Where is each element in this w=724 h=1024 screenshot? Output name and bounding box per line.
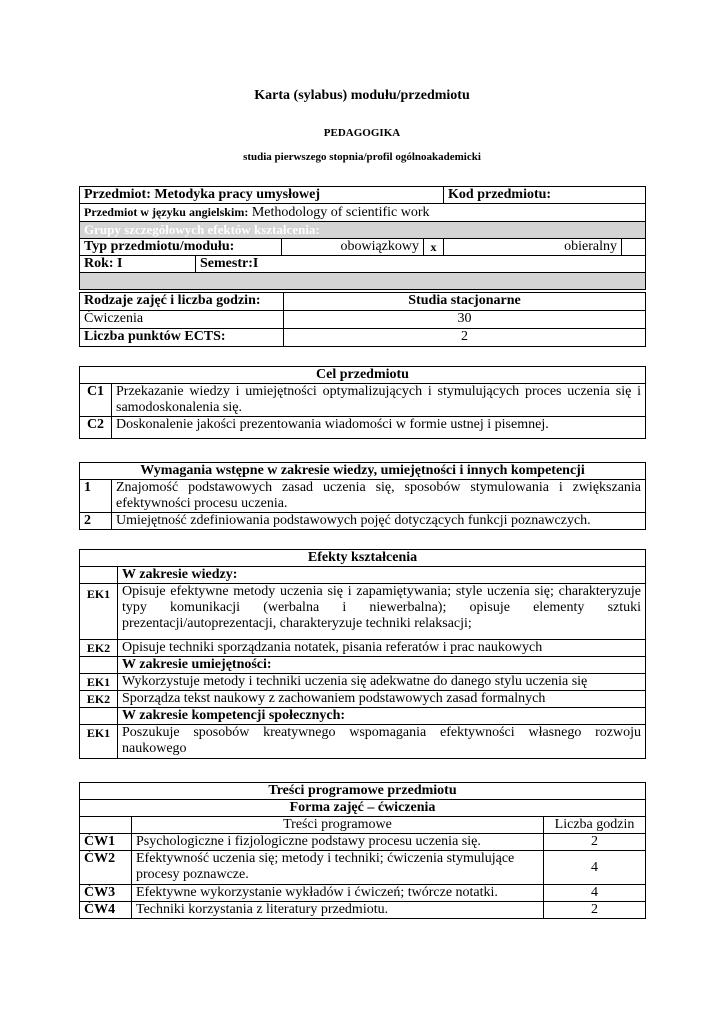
content-hours: 2 <box>544 834 646 851</box>
type-elective: obieralny <box>444 239 622 256</box>
knowledge-header: W zakresie wiedzy: <box>118 567 646 584</box>
year: Rok: I <box>80 256 196 273</box>
ects-value: 2 <box>284 329 646 347</box>
type-mark: x <box>424 239 444 256</box>
content-hours: 4 <box>544 885 646 902</box>
hours-column-header: Liczba godzin <box>544 817 646 834</box>
content-hours: 4 <box>544 851 646 885</box>
spacer-row <box>80 273 646 290</box>
requirement-text: Umiejętność zdefiniowania podstawowych pojęć dotyczących funkcji poznawczych. <box>112 513 646 530</box>
study-mode: Studia stacjonarne <box>284 293 646 311</box>
outcome-code: EK1 <box>80 674 118 691</box>
content-hours: 2 <box>544 902 646 919</box>
study-level: studia pierwszego stopnia/profil ogólnoakademicki <box>243 151 481 163</box>
class-form: Forma zajęć – ćwiczenia <box>80 800 646 817</box>
requirement-code: 1 <box>80 480 112 513</box>
english-name-row <box>80 204 646 222</box>
outcome-code: EK1 <box>80 584 118 640</box>
outcome-text: Wykorzystuje metody i techniki uczenia się adekwatne do danego stylu uczenia się <box>118 674 646 691</box>
content-code: ĆW3 <box>80 885 132 902</box>
skills-header: W zakresie umiejętności: <box>118 657 646 674</box>
blank-cell <box>80 708 118 725</box>
outcomes-header: Efekty kształcenia <box>80 550 646 567</box>
content-code: ĆW1 <box>80 834 132 851</box>
content-header: Treści programowe przedmiotu <box>80 783 646 800</box>
requirement-text: Znajomość podstawowych zasad uczenia się, sposobów stymulowania i zwiększania efektywności procesu uczenia. <box>112 480 646 513</box>
outcomes-table <box>79 549 646 759</box>
content-code: ĆW4 <box>80 902 132 919</box>
semester: Semestr:I <box>196 256 646 273</box>
goal-code: C1 <box>80 384 112 417</box>
content-table <box>79 782 646 919</box>
content-text: Efektywność uczenia się; metody i techniki; ćwiczenia stymulujące procesy poznawcze. <box>132 851 544 885</box>
exercises-hours: 30 <box>284 311 646 329</box>
classes-label: Rodzaje zajęć i liczba godzin: <box>80 293 284 311</box>
hours-table <box>79 292 646 347</box>
document-title: Karta (sylabus) modułu/przedmiotu <box>254 88 470 103</box>
type-mandatory: obowiązkowy <box>282 239 424 256</box>
type-label: Typ przedmiotu/modułu: <box>80 239 282 256</box>
outcome-code: EK2 <box>80 640 118 657</box>
subject-name: Przedmiot: Metodyka pracy umysłowej <box>80 187 444 204</box>
goal-text: Doskonalenie jakości prezentowania wiadomości w formie ustnej i pisemnej. <box>112 417 646 439</box>
goal-code: C2 <box>80 417 112 439</box>
exercises-label: Ćwiczenia <box>80 311 284 329</box>
ects-label: Liczba punktów ECTS: <box>80 329 284 347</box>
goals-table <box>79 366 646 439</box>
requirements-header: Wymagania wstępne w zakresie wiedzy, umiejętności i innych kompetencji <box>80 463 646 480</box>
content-text: Psychologiczne i fizjologiczne podstawy procesu uczenia się. <box>132 834 544 851</box>
outcome-text: Poszukuje sposobów kreatywnego wspomagania efektywności własnego rozwoju naukowego <box>118 725 646 759</box>
blank-cell <box>80 817 132 834</box>
content-code: ĆW2 <box>80 851 132 885</box>
requirement-code: 2 <box>80 513 112 530</box>
blank-cell <box>80 567 118 584</box>
subject-info-table <box>79 186 646 290</box>
blank-cell <box>80 657 118 674</box>
type-elective-mark <box>622 239 646 256</box>
content-text: Techniki korzystania z literatury przedmiotu. <box>132 902 544 919</box>
content-text: Efektywne wykorzystanie wykładów i ćwiczeń; twórcze notatki. <box>132 885 544 902</box>
outcome-code: EK1 <box>80 725 118 759</box>
outcome-groups-label: Grupy szczegółowych efektów kształcenia: <box>80 222 646 239</box>
outcome-text: Opisuje efektywne metody uczenia się i zapamiętywania; style uczenia się; charakteryzuje typy komunikacji (werbalna i niewerbalna); opisuje elementy sztuki prezentacji/autoprezentacji, charakteryzuje techniki relaksacji; <box>118 584 646 640</box>
outcome-text: Opisuje techniki sporządzania notatek, pisania referatów i prac naukowych <box>118 640 646 657</box>
social-header: W zakresie kompetencji społecznych: <box>118 708 646 725</box>
goal-text: Przekazanie wiedzy i umiejętności optymalizujących i stymulujących proces uczenia się i samodoskonalenia się. <box>112 384 646 417</box>
english-name-value: Methodology of scientific work <box>251 205 430 220</box>
program-name: PEDAGOGIKA <box>323 127 401 139</box>
outcome-code: EK2 <box>80 691 118 708</box>
requirements-table <box>79 462 646 530</box>
goals-header: Cel przedmiotu <box>80 367 646 384</box>
content-column-header: Treści programowe <box>132 817 544 834</box>
subject-code-label: Kod przedmiotu: <box>444 187 646 204</box>
outcome-text: Sporządza tekst naukowy z zachowaniem podstawowych zasad formalnych <box>118 691 646 708</box>
english-name-label: Przedmiot w języku angielskim: <box>84 205 249 219</box>
